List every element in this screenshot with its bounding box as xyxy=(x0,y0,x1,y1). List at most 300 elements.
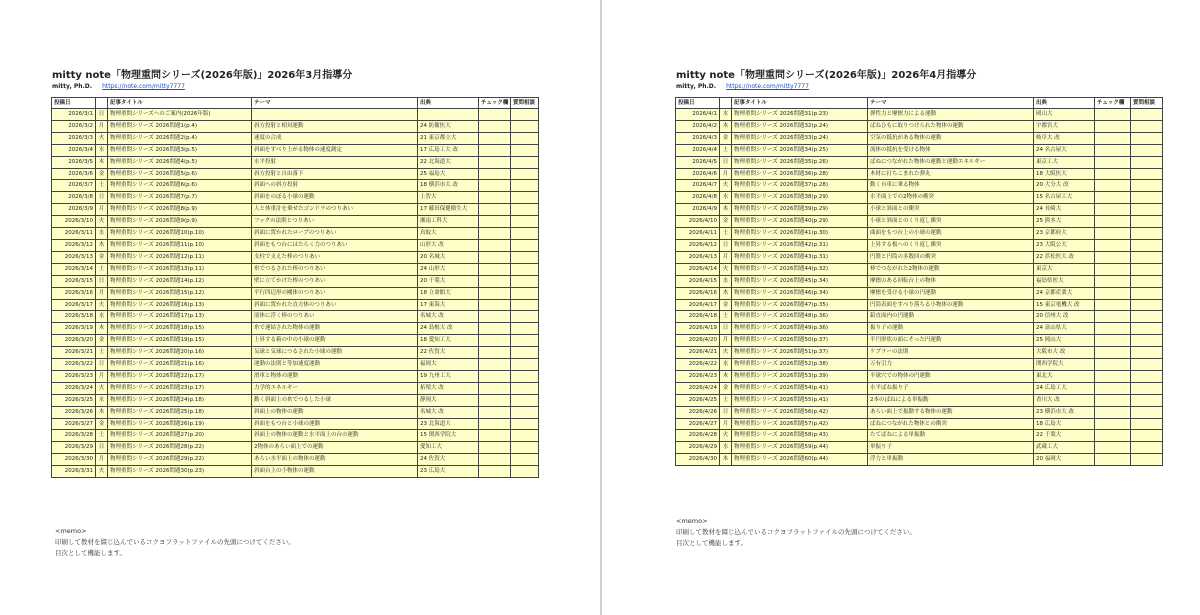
table-row xyxy=(52,406,539,418)
question-cell[interactable] xyxy=(511,168,539,180)
check-cell[interactable] xyxy=(1095,216,1131,228)
check-cell[interactable] xyxy=(1095,228,1131,240)
source-cell: 18 大阪医大 xyxy=(1034,168,1095,180)
source-cell: 17 藤田保健衛生大 xyxy=(418,204,479,216)
check-cell[interactable] xyxy=(479,370,511,382)
question-cell[interactable] xyxy=(1131,442,1163,454)
question-cell[interactable] xyxy=(511,430,539,442)
source-cell: 福島県医大 xyxy=(1034,275,1095,287)
weekday-cell: 金 xyxy=(96,251,108,263)
check-cell[interactable] xyxy=(1095,204,1131,216)
check-cell[interactable] xyxy=(479,466,511,478)
question-cell[interactable] xyxy=(511,192,539,204)
theme-cell xyxy=(252,109,418,121)
check-cell[interactable] xyxy=(479,287,511,299)
check-cell[interactable] xyxy=(1095,394,1131,406)
source-cell: 20 千葉大 xyxy=(418,275,479,287)
question-cell[interactable] xyxy=(511,228,539,240)
question-cell[interactable] xyxy=(511,370,539,382)
weekday-cell: 金 xyxy=(96,335,108,347)
question-cell[interactable] xyxy=(1131,192,1163,204)
theme-cell: 木材に打ちこまれた弾丸 xyxy=(868,168,1034,180)
table-row xyxy=(52,359,539,371)
post-date-cell: 2026/4/12 xyxy=(676,239,720,251)
theme-cell: 上昇する箱の中の小球の運動 xyxy=(252,335,418,347)
article-title-cell: 物理重問シリーズ 2026問題38(p.29) xyxy=(732,192,868,204)
weekday-cell: 月 xyxy=(96,204,108,216)
theme-cell: 力学的エネルギー xyxy=(252,382,418,394)
check-cell[interactable] xyxy=(1095,120,1131,132)
table-row xyxy=(676,239,1163,251)
memo-block xyxy=(55,526,295,559)
check-cell[interactable] xyxy=(479,156,511,168)
check-cell[interactable] xyxy=(479,251,511,263)
check-cell[interactable] xyxy=(479,275,511,287)
theme-cell: 糸でつるされた棒のつりあい xyxy=(252,263,418,275)
question-cell[interactable] xyxy=(511,144,539,156)
article-title-cell: 物理重問シリーズ 2026問題57(p.42) xyxy=(732,418,868,430)
post-date-cell: 2026/3/8 xyxy=(52,192,96,204)
weekday-cell: 金 xyxy=(720,382,732,394)
article-title-cell: 物理重問シリーズ 2026問題26(p.19) xyxy=(108,418,252,430)
question-cell[interactable] xyxy=(1131,216,1163,228)
article-title-cell: 物理重問シリーズ 2026問題4(p.5) xyxy=(108,156,252,168)
question-cell[interactable] xyxy=(1131,394,1163,406)
check-cell[interactable] xyxy=(1095,263,1131,275)
source-cell: 22 北海道大 xyxy=(418,156,479,168)
article-title-cell: 物理重問シリーズ 2026問題40(p.29) xyxy=(732,216,868,228)
question-cell[interactable] xyxy=(511,406,539,418)
question-cell[interactable] xyxy=(1131,323,1163,335)
check-cell[interactable] xyxy=(479,132,511,144)
article-title-cell: 物理重問シリーズ 2026問題47(p.35) xyxy=(732,299,868,311)
theme-cell: ケプラーの法則 xyxy=(868,347,1034,359)
weekday-cell: 火 xyxy=(96,382,108,394)
post-date-cell: 2026/3/11 xyxy=(52,228,96,240)
article-title-cell: 物理重問シリーズ 2026問題30(p.23) xyxy=(108,466,252,478)
check-cell[interactable] xyxy=(1095,109,1131,121)
theme-cell: あらい水平面上の物体の運動 xyxy=(252,454,418,466)
question-cell[interactable] xyxy=(1131,335,1163,347)
check-cell[interactable] xyxy=(1095,359,1131,371)
check-cell[interactable] xyxy=(479,394,511,406)
post-date-cell: 2026/3/7 xyxy=(52,180,96,192)
article-title-cell: 物理重問シリーズ 2026問題3(p.5) xyxy=(108,144,252,156)
table-row xyxy=(52,168,539,180)
memo-line: 印刷して教材を綴じ込んでいるコクヨフラットファイルの先頭につけてください。 xyxy=(55,538,295,546)
source-cell: 18 愛知工大 xyxy=(418,335,479,347)
col-posted-date-header: 投稿日 xyxy=(676,98,720,109)
check-cell[interactable] xyxy=(1095,239,1131,251)
post-date-cell: 2026/3/26 xyxy=(52,406,96,418)
question-cell[interactable] xyxy=(1131,204,1163,216)
article-title-cell: 物理重問シリーズ 2026問題18(p.15) xyxy=(108,323,252,335)
question-cell[interactable] xyxy=(511,216,539,228)
article-title-cell: 物理重問シリーズ 2026問題14(p.12) xyxy=(108,275,252,287)
post-date-cell: 2026/3/30 xyxy=(52,454,96,466)
question-cell[interactable] xyxy=(511,466,539,478)
check-cell[interactable] xyxy=(479,144,511,156)
question-cell[interactable] xyxy=(511,382,539,394)
post-date-cell: 2026/3/13 xyxy=(52,251,96,263)
table-row xyxy=(676,335,1163,347)
col-check-header: チェック欄 xyxy=(1095,98,1131,109)
theme-cell: 斜方投射と自由落下 xyxy=(252,168,418,180)
article-title-cell: 物理重問シリーズ 2026問題15(p.12) xyxy=(108,287,252,299)
post-date-cell: 2026/3/3 xyxy=(52,132,96,144)
question-cell[interactable] xyxy=(1131,454,1163,466)
weekday-cell: 火 xyxy=(720,263,732,275)
question-cell[interactable] xyxy=(1131,406,1163,418)
source-cell: 岡山大 xyxy=(1034,109,1095,121)
page-title: mitty note「物理重問シリーズ(2026年版)」2026年3月指導分 xyxy=(52,70,353,81)
weekday-cell: 土 xyxy=(720,228,732,240)
post-date-cell: 2026/3/29 xyxy=(52,442,96,454)
check-cell[interactable] xyxy=(1095,418,1131,430)
weekday-cell: 土 xyxy=(96,430,108,442)
schedule-table xyxy=(675,97,1163,466)
table-row xyxy=(52,216,539,228)
question-cell[interactable] xyxy=(511,299,539,311)
table-row xyxy=(676,228,1163,240)
weekday-cell: 水 xyxy=(720,275,732,287)
check-cell[interactable] xyxy=(479,442,511,454)
question-cell[interactable] xyxy=(511,120,539,132)
weekday-cell: 水 xyxy=(720,109,732,121)
question-cell[interactable] xyxy=(511,418,539,430)
table-row xyxy=(52,442,539,454)
post-date-cell: 2026/4/11 xyxy=(676,228,720,240)
weekday-cell: 木 xyxy=(96,323,108,335)
weekday-cell: 月 xyxy=(96,287,108,299)
question-cell[interactable] xyxy=(1131,168,1163,180)
question-cell[interactable] xyxy=(511,359,539,371)
article-title-cell: 物理重問シリーズ 2026問題44(p.32) xyxy=(732,263,868,275)
question-cell[interactable] xyxy=(511,275,539,287)
question-cell[interactable] xyxy=(1131,120,1163,132)
source-cell: 18 立命館大 xyxy=(418,287,479,299)
weekday-cell: 火 xyxy=(720,347,732,359)
question-cell[interactable] xyxy=(511,204,539,216)
check-cell[interactable] xyxy=(1095,192,1131,204)
question-cell[interactable] xyxy=(511,180,539,192)
check-cell[interactable] xyxy=(1095,251,1131,263)
table-row xyxy=(52,382,539,394)
memo-line: 印刷して教材を綴じ込んでいるコクヨフラットファイルの先頭につけてください。 xyxy=(676,528,916,536)
source-cell: 24 広島工大 xyxy=(1034,382,1095,394)
theme-cell: 斜面台上の小物体の運動 xyxy=(252,466,418,478)
check-cell[interactable] xyxy=(479,335,511,347)
check-cell[interactable] xyxy=(479,168,511,180)
weekday-cell: 月 xyxy=(96,370,108,382)
table-row xyxy=(676,216,1163,228)
table-row xyxy=(676,454,1163,466)
table-row xyxy=(52,466,539,478)
check-cell[interactable] xyxy=(1095,430,1131,442)
post-date-cell: 2026/4/30 xyxy=(676,454,720,466)
post-date-cell: 2026/4/4 xyxy=(676,144,720,156)
check-cell[interactable] xyxy=(1095,287,1131,299)
source-cell: 香川大 改 xyxy=(1034,394,1095,406)
page-title: mitty note「物理重問シリーズ(2026年版)」2026年4月指導分 xyxy=(676,70,977,81)
document-page-april xyxy=(602,0,1200,615)
check-cell[interactable] xyxy=(479,430,511,442)
post-date-cell: 2026/4/29 xyxy=(676,442,720,454)
source-cell: 愛知工大 xyxy=(418,442,479,454)
check-cell[interactable] xyxy=(479,120,511,132)
col-theme-header: テーマ xyxy=(252,98,418,109)
post-date-cell: 2026/4/23 xyxy=(676,370,720,382)
source-cell: 23 北海道大 xyxy=(418,418,479,430)
table-row xyxy=(676,263,1163,275)
check-cell[interactable] xyxy=(479,382,511,394)
weekday-cell: 金 xyxy=(96,418,108,430)
post-date-cell: 2026/4/22 xyxy=(676,359,720,371)
question-cell[interactable] xyxy=(1131,156,1163,168)
check-cell[interactable] xyxy=(1095,406,1131,418)
table-row xyxy=(676,132,1163,144)
check-cell[interactable] xyxy=(479,109,511,121)
question-cell[interactable] xyxy=(1131,263,1163,275)
table-row xyxy=(676,382,1163,394)
table-header-row xyxy=(676,98,1163,109)
theme-cell: 斜面に置かれたロープのつりあい xyxy=(252,228,418,240)
weekday-cell: 月 xyxy=(96,454,108,466)
col-article-title-header: 記事タイトル xyxy=(732,98,868,109)
question-cell[interactable] xyxy=(511,347,539,359)
article-title-cell: 物理重問シリーズ 2026問題58(p.43) xyxy=(732,430,868,442)
question-cell[interactable] xyxy=(511,335,539,347)
article-title-cell: 物理重問シリーズ 2026問題17(p.13) xyxy=(108,311,252,323)
question-cell[interactable] xyxy=(1131,251,1163,263)
post-date-cell: 2026/4/6 xyxy=(676,168,720,180)
theme-cell: 動く斜面上の糸でつるした小球 xyxy=(252,394,418,406)
question-cell[interactable] xyxy=(1131,239,1163,251)
check-cell[interactable] xyxy=(1095,156,1131,168)
weekday-cell: 木 xyxy=(720,120,732,132)
author-line xyxy=(676,83,809,90)
check-cell[interactable] xyxy=(479,239,511,251)
question-cell[interactable] xyxy=(1131,359,1163,371)
question-cell[interactable] xyxy=(1131,144,1163,156)
question-cell[interactable] xyxy=(1131,132,1163,144)
source-cell: 20 大分大 改 xyxy=(1034,180,1095,192)
source-cell: 鳥取大 xyxy=(418,228,479,240)
article-title-cell: 物理重問シリーズ 2026問題39(p.29) xyxy=(732,204,868,216)
article-title-cell: 物理重問シリーズ 2026問題49(p.36) xyxy=(732,323,868,335)
question-cell[interactable] xyxy=(511,156,539,168)
question-cell[interactable] xyxy=(1131,382,1163,394)
theme-cell: 斜面に置かれた直方体のつりあい xyxy=(252,299,418,311)
weekday-cell: 月 xyxy=(720,335,732,347)
source-cell: 上智大 xyxy=(418,192,479,204)
source-cell: 24 長崎大 xyxy=(1034,204,1095,216)
question-cell[interactable] xyxy=(511,263,539,275)
article-title-cell: 物理重問シリーズ 2026問題22(p.17) xyxy=(108,370,252,382)
question-cell[interactable] xyxy=(511,394,539,406)
check-cell[interactable] xyxy=(479,323,511,335)
col-source-header: 出典 xyxy=(1034,98,1095,109)
theme-cell: 棒でつながれた2物体の運動 xyxy=(868,263,1034,275)
table-row xyxy=(52,323,539,335)
col-weekday-header xyxy=(720,98,732,109)
post-date-cell: 2026/4/10 xyxy=(676,216,720,228)
article-title-cell: 物理重問シリーズ 2026問題25(p.18) xyxy=(108,406,252,418)
check-cell[interactable] xyxy=(1095,335,1131,347)
post-date-cell: 2026/3/2 xyxy=(52,120,96,132)
theme-cell: 半球穴での物体の円運動 xyxy=(868,370,1034,382)
check-cell[interactable] xyxy=(479,180,511,192)
weekday-cell: 日 xyxy=(96,359,108,371)
question-cell[interactable] xyxy=(511,454,539,466)
check-cell[interactable] xyxy=(1095,132,1131,144)
check-cell[interactable] xyxy=(1095,168,1131,180)
table-row xyxy=(52,394,539,406)
article-title-cell: 物理重問シリーズ 2026問題34(p.25) xyxy=(732,144,868,156)
table-row xyxy=(52,430,539,442)
question-cell[interactable] xyxy=(511,323,539,335)
table-row xyxy=(676,204,1163,216)
check-cell[interactable] xyxy=(1095,275,1131,287)
check-cell[interactable] xyxy=(1095,442,1131,454)
source-cell: 拓殖大 改 xyxy=(418,382,479,394)
question-cell[interactable] xyxy=(511,132,539,144)
question-cell[interactable] xyxy=(1131,430,1163,442)
col-article-title-header: 記事タイトル xyxy=(108,98,252,109)
question-cell[interactable] xyxy=(511,109,539,121)
weekday-cell: 水 xyxy=(96,311,108,323)
question-cell[interactable] xyxy=(1131,311,1163,323)
table-row xyxy=(676,109,1163,121)
check-cell[interactable] xyxy=(479,204,511,216)
theme-cell: 斜面への斜方投射 xyxy=(252,180,418,192)
source-cell: 21 東京都立大 xyxy=(418,132,479,144)
article-title-cell: 物理重問シリーズ 2026問題9(p.9) xyxy=(108,216,252,228)
check-cell[interactable] xyxy=(479,216,511,228)
post-date-cell: 2026/3/4 xyxy=(52,144,96,156)
author-link[interactable]: https://note.com/mitty7777 xyxy=(102,83,185,90)
post-date-cell: 2026/3/15 xyxy=(52,275,96,287)
weekday-cell: 水 xyxy=(96,144,108,156)
table-row xyxy=(52,275,539,287)
theme-cell: 斜面上の物体の運動と水平面上の台の運動 xyxy=(252,430,418,442)
post-date-cell: 2026/3/21 xyxy=(52,347,96,359)
article-title-cell: 物理重問シリーズ 2026問題56(p.42) xyxy=(732,406,868,418)
check-cell[interactable] xyxy=(479,263,511,275)
question-cell[interactable] xyxy=(1131,299,1163,311)
article-title-cell: 物理重問シリーズ 2026問題32(p.24) xyxy=(732,120,868,132)
post-date-cell: 2026/4/19 xyxy=(676,323,720,335)
check-cell[interactable] xyxy=(1095,299,1131,311)
post-date-cell: 2026/4/20 xyxy=(676,335,720,347)
table-row xyxy=(52,311,539,323)
weekday-cell: 火 xyxy=(720,180,732,192)
check-cell[interactable] xyxy=(1095,311,1131,323)
table-row xyxy=(52,335,539,347)
theme-cell: ばねにつながれた物体の運動と運動エネルギー xyxy=(868,156,1034,168)
check-cell[interactable] xyxy=(479,311,511,323)
weekday-cell: 日 xyxy=(96,275,108,287)
article-title-cell: 物理重問シリーズ 2026問題23(p.17) xyxy=(108,382,252,394)
source-cell: 24 佐賀大 xyxy=(418,454,479,466)
question-cell[interactable] xyxy=(511,442,539,454)
question-cell[interactable] xyxy=(1131,180,1163,192)
question-cell[interactable] xyxy=(1131,287,1163,299)
theme-cell: あらい面上で振動する物体の運動 xyxy=(868,406,1034,418)
check-cell[interactable] xyxy=(479,347,511,359)
check-cell[interactable] xyxy=(479,406,511,418)
check-cell[interactable] xyxy=(1095,144,1131,156)
table-row xyxy=(676,180,1163,192)
check-cell[interactable] xyxy=(1095,382,1131,394)
author-line xyxy=(52,83,185,90)
table-row xyxy=(676,311,1163,323)
check-cell[interactable] xyxy=(479,418,511,430)
table-row xyxy=(676,275,1163,287)
check-cell[interactable] xyxy=(1095,370,1131,382)
table-row xyxy=(676,418,1163,430)
article-title-cell: 物理重問シリーズへのご案内(2026年版) xyxy=(108,109,252,121)
check-cell[interactable] xyxy=(479,454,511,466)
memo-heading: <memo> xyxy=(55,527,87,535)
article-title-cell: 物理重問シリーズ 2026問題10(p.10) xyxy=(108,228,252,240)
check-cell[interactable] xyxy=(479,228,511,240)
source-cell: 17 東海大 xyxy=(418,299,479,311)
article-title-cell: 物理重問シリーズ 2026問題24(p.18) xyxy=(108,394,252,406)
check-cell[interactable] xyxy=(479,192,511,204)
question-cell[interactable] xyxy=(1131,275,1163,287)
table-body xyxy=(52,109,539,478)
check-cell[interactable] xyxy=(1095,323,1131,335)
article-title-cell: 物理重問シリーズ 2026問題45(p.34) xyxy=(732,275,868,287)
author-link[interactable]: https://note.com/mitty7777 xyxy=(726,83,809,90)
post-date-cell: 2026/4/8 xyxy=(676,192,720,204)
question-cell[interactable] xyxy=(1131,347,1163,359)
question-cell[interactable] xyxy=(1131,228,1163,240)
question-cell[interactable] xyxy=(511,311,539,323)
weekday-cell: 木 xyxy=(720,204,732,216)
check-cell[interactable] xyxy=(479,299,511,311)
source-cell: 湘南工科大 xyxy=(418,216,479,228)
post-date-cell: 2026/3/17 xyxy=(52,299,96,311)
check-cell[interactable] xyxy=(1095,454,1131,466)
theme-cell: 斜方投射と相対運動 xyxy=(252,120,418,132)
question-cell[interactable] xyxy=(511,251,539,263)
source-cell: 15 東京電機大 改 xyxy=(1034,299,1095,311)
table-row xyxy=(676,299,1163,311)
source-cell: 名城大 改 xyxy=(418,311,479,323)
weekday-cell: 水 xyxy=(720,442,732,454)
weekday-cell: 火 xyxy=(96,466,108,478)
question-cell[interactable] xyxy=(511,239,539,251)
article-title-cell: 物理重問シリーズ 2026問題19(p.15) xyxy=(108,335,252,347)
question-cell[interactable] xyxy=(1131,418,1163,430)
weekday-cell: 火 xyxy=(96,132,108,144)
question-cell[interactable] xyxy=(1131,109,1163,121)
table-row xyxy=(676,251,1163,263)
article-title-cell: 物理重問シリーズ 2026問題7(p.7) xyxy=(108,192,252,204)
question-cell[interactable] xyxy=(511,287,539,299)
theme-cell: 斜面をもつ台と小球の運動 xyxy=(252,418,418,430)
weekday-cell: 月 xyxy=(720,168,732,180)
post-date-cell: 2026/4/5 xyxy=(676,156,720,168)
post-date-cell: 2026/4/9 xyxy=(676,204,720,216)
check-cell[interactable] xyxy=(1095,347,1131,359)
check-cell[interactable] xyxy=(1095,180,1131,192)
article-title-cell: 物理重問シリーズ 2026問題33(p.24) xyxy=(732,132,868,144)
question-cell[interactable] xyxy=(1131,370,1163,382)
check-cell[interactable] xyxy=(479,359,511,371)
